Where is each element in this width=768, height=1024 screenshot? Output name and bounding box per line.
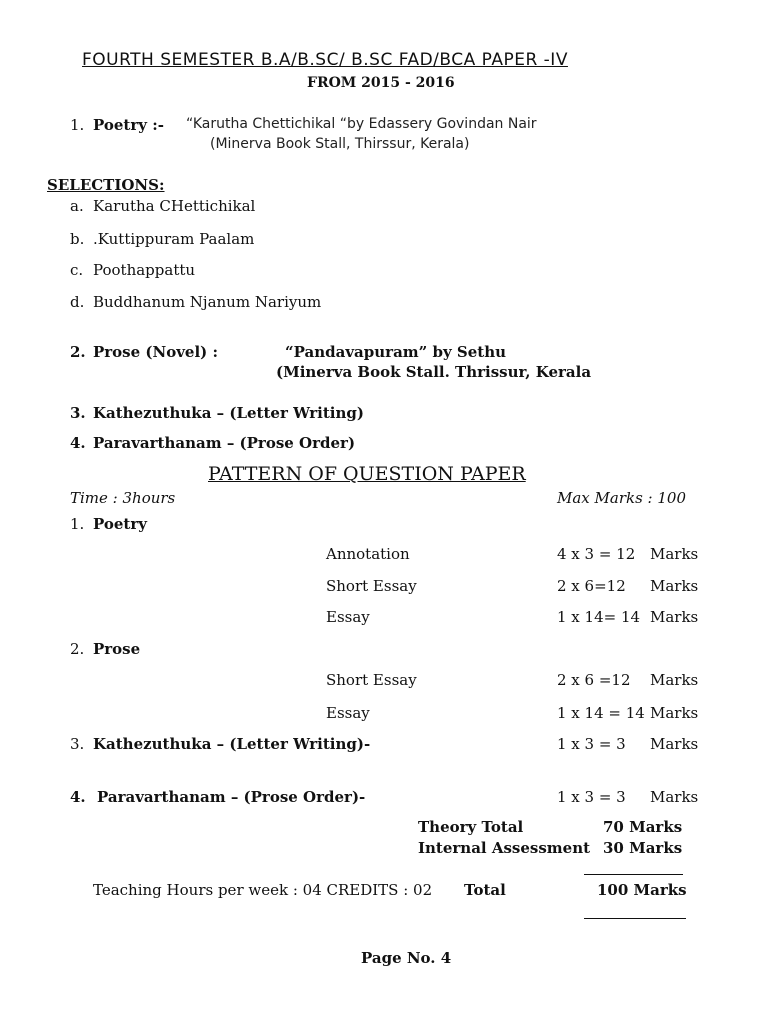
pattern-prose-order-number: 4. — [70, 788, 86, 806]
selection-letter: a. — [70, 197, 84, 215]
theory-total-label: Theory Total — [418, 818, 524, 836]
sum-rule-top — [584, 874, 683, 875]
total-value: 100 Marks — [597, 881, 687, 899]
time-label: Time : 3hours — [70, 489, 176, 507]
teaching-hours: Teaching Hours per week : 04 CREDITS : 02 — [93, 881, 433, 899]
marks-unit: Marks — [650, 577, 699, 595]
question-type: Essay — [326, 608, 370, 626]
page-number: Page No. 4 — [361, 949, 452, 967]
prose-number: 2. — [70, 343, 86, 361]
marks-unit: Marks — [650, 545, 699, 563]
marks-calc: 1 x 14= 14 — [557, 608, 641, 626]
max-marks-label: Max Marks : 100 — [557, 489, 687, 507]
marks-calc: 1 x 3 = 3 — [557, 735, 626, 753]
question-type: Annotation — [326, 545, 410, 563]
selection-item: Buddhanum Njanum Nariyum — [93, 293, 322, 311]
marks-calc: 4 x 3 = 12 — [557, 545, 636, 563]
total-label: Total — [464, 881, 506, 899]
theory-total-value: 70 Marks — [603, 818, 683, 836]
marks-calc: 1 x 3 = 3 — [557, 788, 626, 806]
prose-label: Prose (Novel) : — [93, 343, 219, 361]
from-year: FROM 2015 - 2016 — [307, 75, 455, 91]
item4-number: 4. — [70, 434, 86, 452]
marks-unit: Marks — [650, 788, 699, 806]
poetry-publisher: (Minerva Book Stall, Thirssur, Kerala) — [210, 136, 470, 152]
marks-calc: 2 x 6=12 — [557, 577, 626, 595]
marks-calc: 1 x 14 = 14 — [557, 704, 645, 722]
marks-unit: Marks — [650, 704, 699, 722]
pattern-prose-label: Prose — [93, 640, 141, 658]
item4-text: Paravarthanam – (Prose Order) — [93, 434, 356, 452]
pattern-poetry-number: 1. — [70, 515, 85, 533]
selection-item: Poothappattu — [93, 261, 196, 279]
pattern-letter-number: 3. — [70, 735, 85, 753]
marks-unit: Marks — [650, 671, 699, 689]
poetry-number: 1. — [70, 116, 85, 134]
pattern-heading: PATTERN OF QUESTION PAPER — [208, 463, 526, 485]
pattern-prose-number: 2. — [70, 640, 85, 658]
pattern-prose-order-label: Paravarthanam – (Prose Order)- — [97, 788, 366, 806]
prose-text: “Pandavapuram” by Sethu — [285, 343, 507, 361]
item3-text: Kathezuthuka – (Letter Writing) — [93, 404, 364, 422]
internal-assessment-label: Internal Assessment — [418, 839, 591, 857]
selections-heading: SELECTIONS: — [47, 176, 165, 194]
question-type: Short Essay — [326, 671, 417, 689]
pattern-letter-label: Kathezuthuka – (Letter Writing)- — [93, 735, 371, 753]
pattern-poetry-label: Poetry — [93, 515, 147, 533]
sum-rule-bottom — [584, 918, 686, 919]
marks-calc: 2 x 6 =12 — [557, 671, 631, 689]
internal-assessment-value: 30 Marks — [603, 839, 683, 857]
selection-item: .Kuttippuram Paalam — [93, 230, 255, 248]
poetry-label: Poetry :- — [93, 116, 164, 134]
poetry-text: “Karutha Chettichikal “by Edassery Govindan Nair — [186, 116, 537, 132]
selection-letter: b. — [70, 230, 85, 248]
document-title: FOURTH SEMESTER B.A/B.SC/ B.SC FAD/BCA PAPER -IV — [82, 50, 568, 70]
item3-number: 3. — [70, 404, 86, 422]
marks-unit: Marks — [650, 608, 699, 626]
question-type: Essay — [326, 704, 370, 722]
selection-letter: d. — [70, 293, 85, 311]
selection-item: Karutha CHettichikal — [93, 197, 256, 215]
marks-unit: Marks — [650, 735, 699, 753]
selection-letter: c. — [70, 261, 84, 279]
question-type: Short Essay — [326, 577, 417, 595]
prose-publisher: (Minerva Book Stall. Thrissur, Kerala — [276, 363, 592, 381]
